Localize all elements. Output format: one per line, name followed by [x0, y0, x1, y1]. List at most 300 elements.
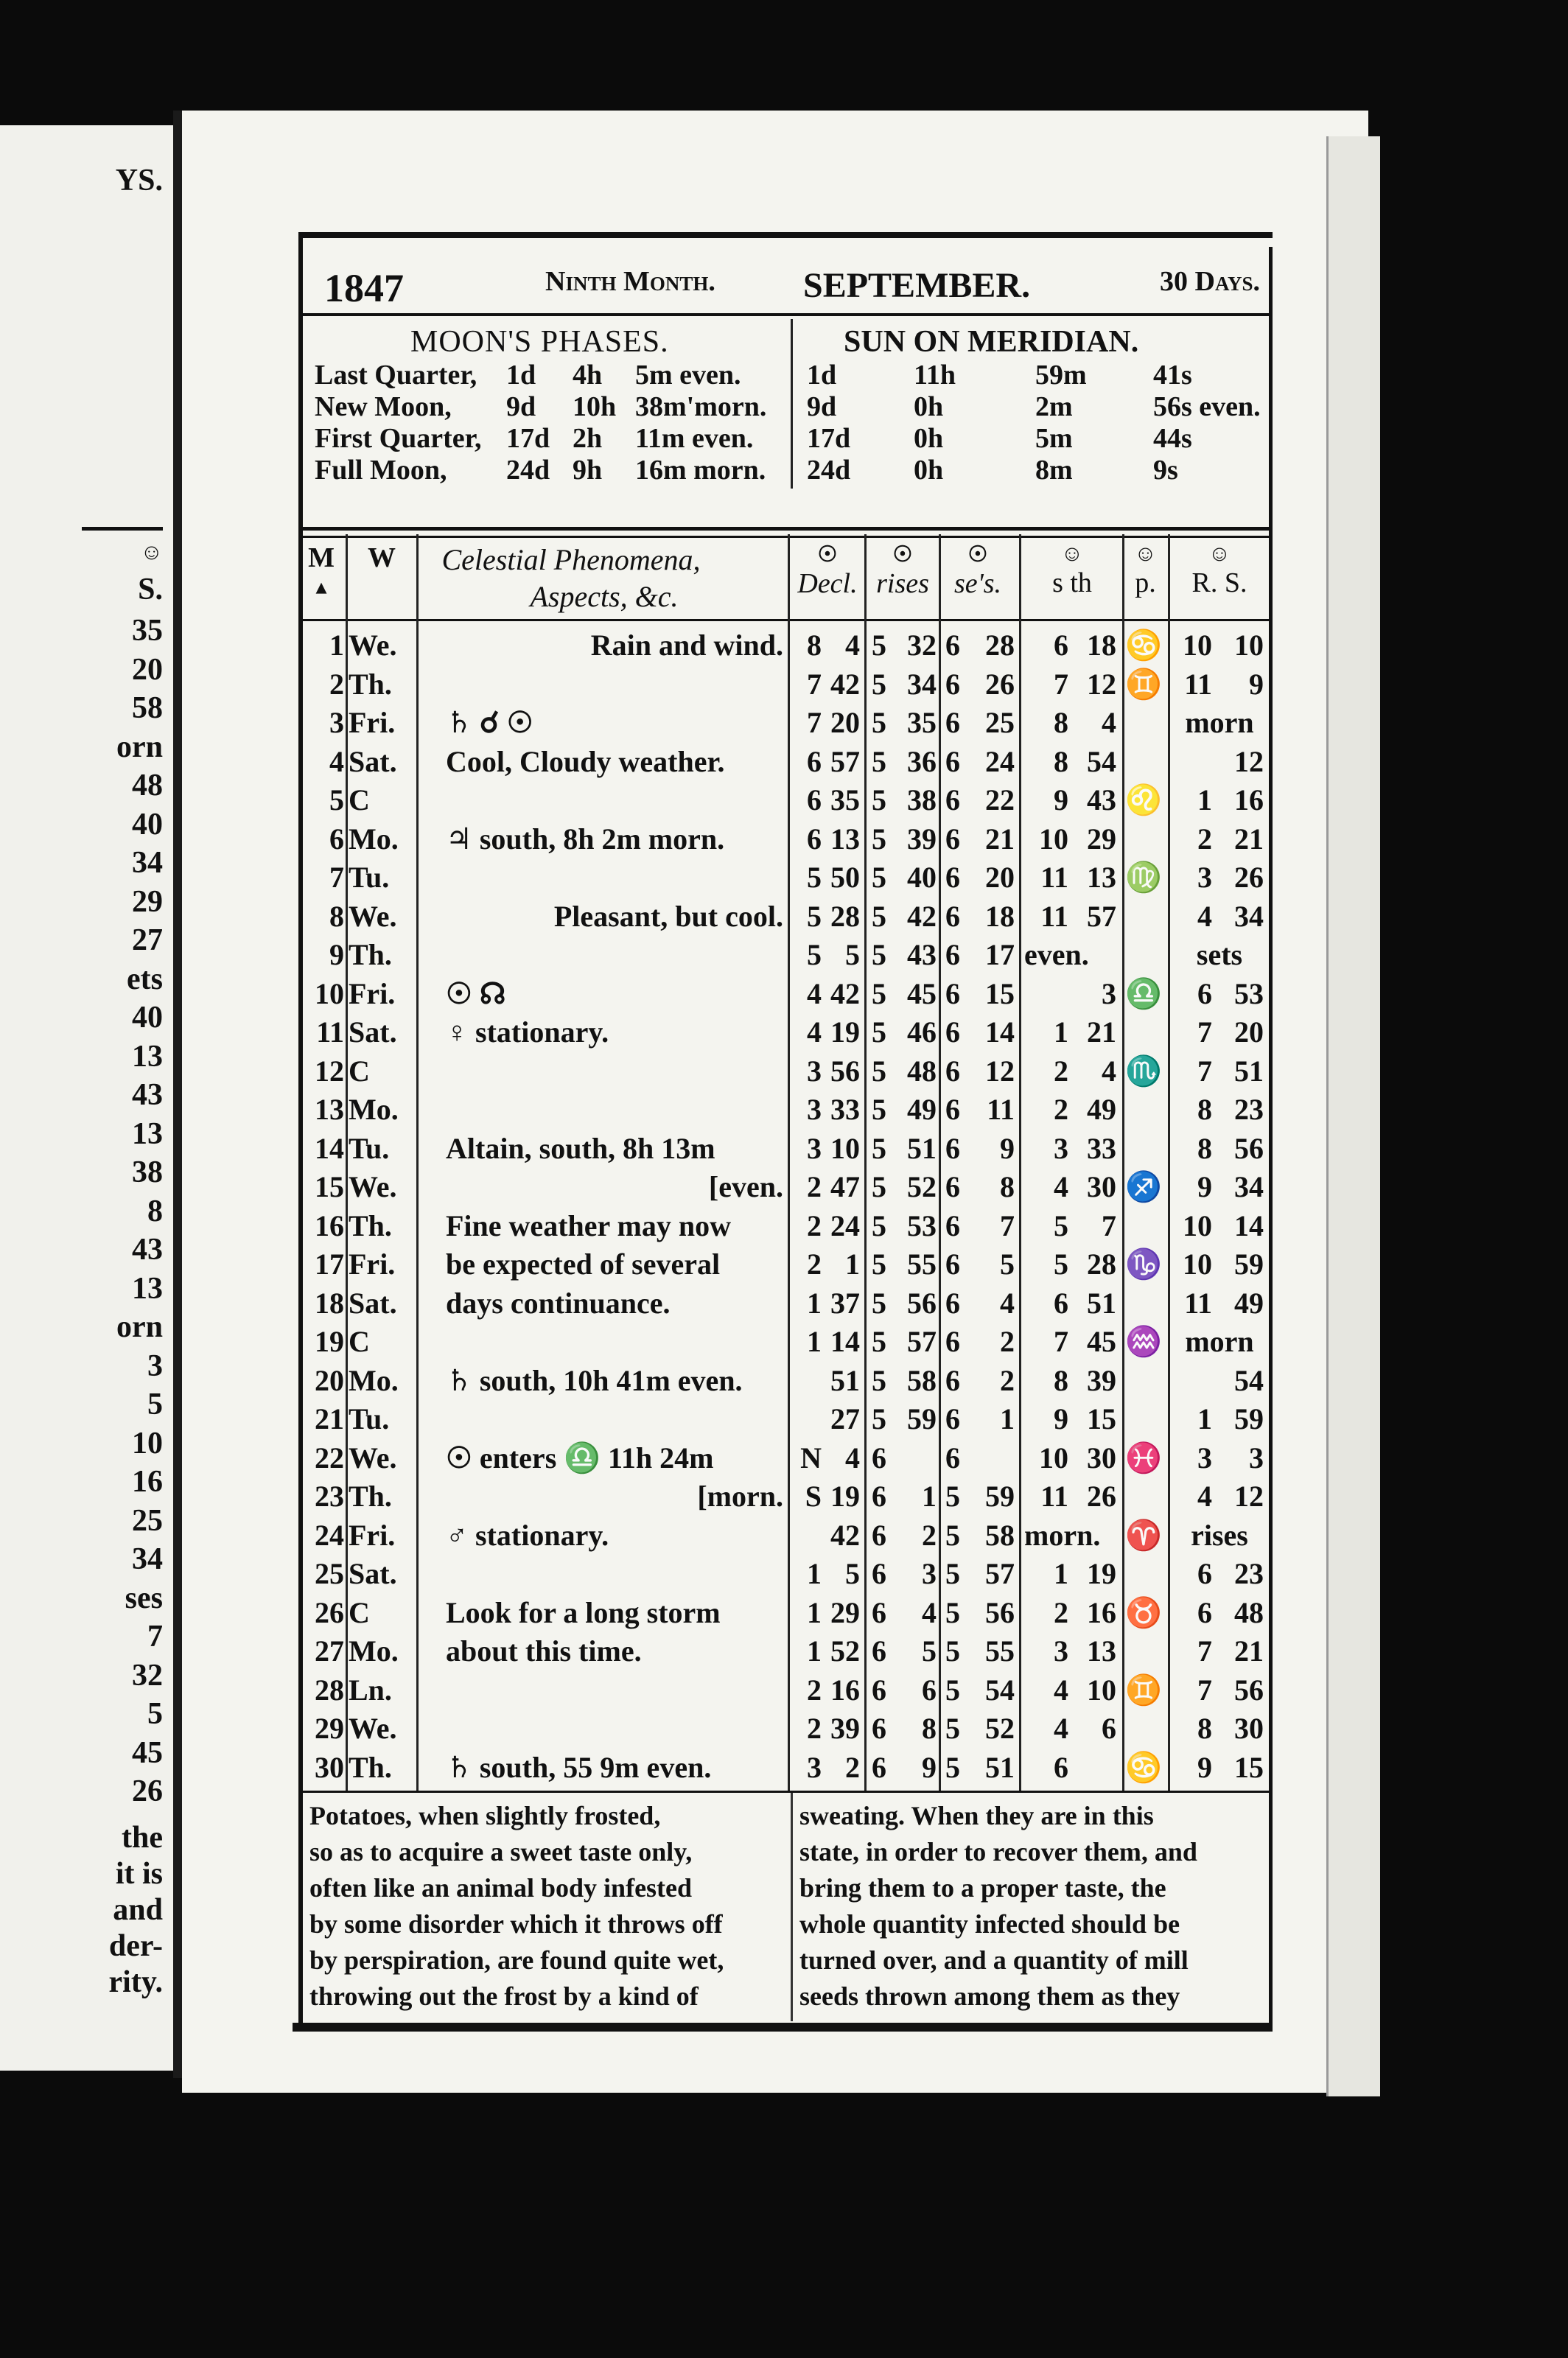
- moon-place: ♒: [1125, 1325, 1162, 1358]
- declination-deg: 1: [807, 1634, 822, 1668]
- sun-rises-min: 6: [922, 1673, 937, 1707]
- moon-rise-set-min: 15: [1234, 1750, 1264, 1784]
- day-of-week: C: [349, 1325, 370, 1358]
- note-line: throwing out the frost by a kind of: [309, 1981, 699, 2011]
- moon-phase-name: First Quarter,: [315, 423, 482, 454]
- declination-min: 52: [830, 1634, 860, 1668]
- sun-rises-hour: 5: [872, 1286, 886, 1320]
- declination-min: 27: [830, 1402, 860, 1435]
- day-of-month: 19: [315, 1325, 344, 1358]
- moon-south-min: 26: [1087, 1480, 1116, 1513]
- day-of-month: 23: [315, 1480, 344, 1513]
- facing-page-value: 34: [132, 1542, 163, 1576]
- sun-sets-hour: 6: [945, 1093, 960, 1126]
- declination-deg: 6: [807, 822, 822, 856]
- phenomena: Look for a long storm: [446, 1595, 721, 1629]
- sun-rises-min: 4: [922, 1595, 937, 1629]
- facing-page-value: 35: [132, 614, 163, 648]
- sun-sets-min: 22: [985, 783, 1015, 816]
- meridian-h: 0h: [914, 423, 944, 454]
- sun-rises-min: 58: [907, 1363, 937, 1397]
- facing-page-value: 3: [147, 1348, 163, 1383]
- moon-south-min: 6: [1102, 1712, 1116, 1745]
- sun-rises-min: 2: [922, 1518, 937, 1552]
- day-of-month: 4: [329, 744, 344, 778]
- declination-min: 56: [830, 1054, 860, 1088]
- sun-sets-min: 14: [985, 1015, 1015, 1049]
- meridian-h: 0h: [914, 391, 944, 422]
- sun-rises-min: 45: [907, 976, 937, 1010]
- sun-rises-hour: 6: [872, 1634, 886, 1668]
- day-of-month: 11: [316, 1015, 344, 1049]
- meridian-day: 9d: [807, 391, 837, 422]
- moon-rise-set-hour: 10: [1183, 629, 1212, 662]
- sun-rises-hour: 5: [872, 667, 886, 701]
- sun-sets-hour: 5: [945, 1673, 960, 1707]
- day-of-week: We.: [349, 1441, 397, 1474]
- phenomena: about this time.: [446, 1634, 642, 1668]
- frame-top: [298, 232, 1273, 238]
- note-line: whole quantity infected should be: [799, 1909, 1180, 1939]
- col-header-place: [1125, 542, 1166, 599]
- moon-rise-set-min: 34: [1234, 899, 1264, 933]
- moon-rise-set-min: 21: [1234, 822, 1264, 856]
- sun-rises-hour: 5: [872, 706, 886, 739]
- day-of-week: Mo.: [349, 822, 399, 856]
- phenomena: ♃ south, 8h 2m morn.: [446, 822, 725, 856]
- moon-rise-set-hour: 7: [1197, 1015, 1212, 1049]
- moon-phases-list: [315, 360, 786, 486]
- note-line: sweating. When they are in this: [799, 1801, 1154, 1830]
- sun-rises-min: 51: [907, 1131, 937, 1165]
- facing-page-tail-line: and: [113, 1892, 163, 1927]
- note-left-column: [309, 1798, 781, 2015]
- sun-sets-min: 5: [1000, 1248, 1015, 1281]
- meridian-s: 44s: [1153, 423, 1192, 454]
- sun-sets-min: 2: [1000, 1325, 1015, 1358]
- meridian-day: 24d: [807, 455, 851, 486]
- moon-rise-set-hour: 2: [1197, 822, 1212, 856]
- sun-rises-hour: 6: [872, 1750, 886, 1784]
- moon-rise-set-hour: 3: [1197, 861, 1212, 894]
- sun-rises-hour: 5: [872, 1131, 886, 1165]
- moon-south-min: 15: [1087, 1402, 1116, 1435]
- sun-rises-min: 8: [922, 1712, 937, 1745]
- rs-label: R. S.: [1191, 567, 1247, 598]
- moon-rise-set-hour: 11: [1184, 1286, 1212, 1320]
- sun-rises-hour: 6: [872, 1441, 886, 1474]
- sun-rises-min: 57: [907, 1325, 937, 1358]
- table-row: [298, 936, 1273, 975]
- moon-rise-set-min: 12: [1234, 1480, 1264, 1513]
- moon-rise-set: 54: [1234, 1363, 1264, 1397]
- day-of-month: 14: [315, 1131, 344, 1165]
- moon-place: ♈: [1125, 1518, 1162, 1552]
- moon-south-hour: 1: [1054, 1557, 1068, 1590]
- moon-rise-set-min: 56: [1234, 1131, 1264, 1165]
- moon-rise-set: morn: [1185, 706, 1254, 739]
- moon-place: ♌: [1125, 783, 1162, 816]
- facing-page-value: orn: [116, 730, 163, 764]
- moon-south-min: 4: [1102, 1054, 1116, 1088]
- moon-south-min: 30: [1087, 1441, 1116, 1474]
- facing-page-value: orn: [116, 1310, 163, 1344]
- meridian-m: 8m: [1035, 455, 1073, 486]
- sun-rises-min: 48: [907, 1054, 937, 1088]
- moon-rise-set-hour: 7: [1197, 1054, 1212, 1088]
- moon-south-min: 33: [1087, 1131, 1116, 1165]
- moon-rise-set-min: 48: [1234, 1595, 1264, 1629]
- phenomena: Fine weather may now: [446, 1208, 731, 1242]
- sun-rises-min: 56: [907, 1286, 937, 1320]
- moon-south-hour: 4: [1054, 1712, 1068, 1745]
- moon-south-min: 49: [1087, 1093, 1116, 1126]
- moon-south-hour: 3: [1054, 1131, 1068, 1165]
- frame-bottom: [293, 2023, 1273, 2032]
- sun-rises-hour: 5: [872, 1325, 886, 1358]
- moon-south-hour: 3: [1054, 1634, 1068, 1668]
- moon-rise-set-hour: 9: [1197, 1750, 1212, 1784]
- col-header-south: [1024, 542, 1120, 599]
- moon-rise-set: morn: [1185, 1325, 1254, 1358]
- facing-page-rule: [82, 527, 163, 531]
- day-of-week: We.: [349, 629, 397, 662]
- moon-rise-set-min: 23: [1234, 1557, 1264, 1590]
- table-row: [298, 1749, 1273, 1788]
- table-row: [298, 858, 1273, 898]
- sun-sets-min: 51: [985, 1750, 1015, 1784]
- declination-min: 14: [830, 1325, 860, 1358]
- sun-sets-hour: 6: [945, 629, 960, 662]
- sun-icon: ☉: [967, 542, 988, 567]
- declination-deg: 8: [807, 629, 822, 662]
- declination-min: 10: [830, 1131, 860, 1165]
- facing-page-value: 43: [132, 1078, 163, 1112]
- phases-divider: [791, 319, 793, 489]
- moon-rise-set-hour: 6: [1197, 1595, 1212, 1629]
- sun-sets-hour: 6: [945, 822, 960, 856]
- facing-page-value: 13: [132, 1271, 163, 1306]
- day-of-month: 24: [315, 1518, 344, 1552]
- moon-place: ♋: [1125, 629, 1162, 662]
- moon-south-hour: 7: [1054, 1325, 1068, 1358]
- moon-icon: ☺: [1060, 542, 1084, 566]
- day-of-week: Fri.: [349, 1248, 396, 1281]
- sun-rises-hour: 5: [872, 1208, 886, 1242]
- moon-south-min: 57: [1087, 899, 1116, 933]
- phenomena: ♄ south, 55 9m even.: [446, 1750, 712, 1784]
- table-row: [298, 1323, 1273, 1362]
- sun-rises-min: 39: [907, 822, 937, 856]
- day-of-month: 29: [315, 1712, 344, 1745]
- moon-phase-hour: 2h: [573, 423, 603, 454]
- declination-deg: 1: [807, 1286, 822, 1320]
- sun-sets-hour: 6: [945, 899, 960, 933]
- sun-rises-hour: 5: [872, 1170, 886, 1203]
- sun-sets-hour: 6: [945, 783, 960, 816]
- moon-rise-set-min: 53: [1234, 976, 1264, 1010]
- sun-sets-hour: 5: [945, 1480, 960, 1513]
- sun-rises-hour: 5: [872, 938, 886, 971]
- table-row: [298, 626, 1273, 665]
- moon-south-hour: 11: [1040, 861, 1068, 894]
- meridian-s: 56s even.: [1153, 391, 1261, 422]
- moon-rise-set-hour: 7: [1197, 1673, 1212, 1707]
- moon-rise-set-min: 26: [1234, 861, 1264, 894]
- facing-page-value: 40: [132, 807, 163, 842]
- sun-rises-min: 1: [922, 1480, 937, 1513]
- phenomena: ♄ ☌ ☉: [446, 706, 533, 739]
- moon-rise-set-hour: 8: [1197, 1131, 1212, 1165]
- sun-rises-hour: 5: [872, 1363, 886, 1397]
- moon-rise-set-min: 59: [1234, 1248, 1264, 1281]
- moon-south-hour: 11: [1040, 1480, 1068, 1513]
- rises-label: rises: [876, 568, 929, 599]
- phenomena: ♄ south, 10h 41m even.: [446, 1363, 743, 1397]
- sun-sets-min: 55: [985, 1634, 1015, 1668]
- day-of-week: Th.: [349, 667, 392, 701]
- sun-rises-min: 59: [907, 1402, 937, 1435]
- moon-place: ♋: [1125, 1750, 1162, 1784]
- moon-phase-name: New Moon,: [315, 391, 452, 422]
- moon-phase-day: 9d: [506, 391, 536, 422]
- table-row: [298, 898, 1273, 937]
- facing-page-value: 38: [132, 1155, 163, 1189]
- sun-sets-hour: 6: [945, 976, 960, 1010]
- moon-rise-set-hour: 10: [1183, 1208, 1212, 1242]
- moon-south-min: 19: [1087, 1557, 1116, 1590]
- table-row: [298, 1710, 1273, 1749]
- moon-place: ♍: [1125, 861, 1162, 894]
- declination-deg: 2: [807, 1208, 822, 1242]
- moon-south-min: 28: [1087, 1248, 1116, 1281]
- sun-sets-hour: 6: [945, 1286, 960, 1320]
- moon-place: ♊: [1125, 667, 1162, 701]
- sun-sets-min: 17: [985, 938, 1015, 971]
- day-of-week: C: [349, 1054, 370, 1088]
- table-row: [298, 1284, 1273, 1323]
- facing-page-tail-line: the: [122, 1820, 163, 1855]
- moon-rise-set-min: 34: [1234, 1170, 1264, 1203]
- facing-page: [0, 125, 173, 2071]
- facing-page-tail: [82, 1820, 163, 2001]
- sun-sets-hour: 6: [945, 667, 960, 701]
- facing-page-header: YS.: [115, 164, 163, 197]
- month-title: SEPTEMBER.: [803, 266, 1031, 305]
- declination-min: 13: [830, 822, 860, 856]
- sun-rises-min: 40: [907, 861, 937, 894]
- phenomena: ☉ enters ♎ 11h 24m: [446, 1441, 714, 1474]
- sun-rises-hour: 5: [872, 1054, 886, 1088]
- day-of-week: Mo.: [349, 1093, 399, 1126]
- sun-rises-hour: 5: [872, 1402, 886, 1435]
- sun-sets-hour: 6: [945, 744, 960, 778]
- facing-page-value: 13: [132, 1039, 163, 1074]
- sun-on-meridian: [807, 324, 1271, 486]
- moon-rise-set-min: 10: [1234, 629, 1264, 662]
- moon-rise-set-hour: 8: [1197, 1093, 1212, 1126]
- sun-rises-hour: 6: [872, 1518, 886, 1552]
- sun-rises-hour: 5: [872, 822, 886, 856]
- almanac-sheet: [298, 232, 1278, 2045]
- moon-south-min: 51: [1087, 1286, 1116, 1320]
- moon-south-hour: 5: [1054, 1208, 1068, 1242]
- declination-min: 47: [830, 1170, 860, 1203]
- meridian-m: 2m: [1035, 391, 1073, 422]
- moon-rise-set-min: 21: [1234, 1634, 1264, 1668]
- aspects-label: Aspects, &c.: [530, 580, 679, 613]
- declination-min: 24: [830, 1208, 860, 1242]
- declination-deg: S: [805, 1480, 822, 1513]
- col-header-w: [349, 542, 415, 574]
- table-row: [298, 704, 1273, 743]
- phenomena: ♀ stationary.: [446, 1015, 609, 1049]
- south-label: s th: [1052, 567, 1092, 598]
- day-of-month: 25: [315, 1557, 344, 1590]
- sun-icon: ☉: [892, 542, 913, 567]
- day-of-week: Sat.: [349, 744, 397, 778]
- moon-south-hour: 8: [1054, 1363, 1068, 1397]
- celestial-label: Celestial Phenomena,: [441, 543, 701, 576]
- facing-page-value: 16: [132, 1465, 163, 1499]
- col-header-m-label: M: [308, 542, 335, 573]
- phenomena: Cool, Cloudy weather.: [446, 744, 725, 778]
- moon-south-min: 43: [1087, 783, 1116, 816]
- table-row: [298, 781, 1273, 820]
- sun-rises-min: 38: [907, 783, 937, 816]
- year: 1847: [324, 266, 404, 310]
- calendar-table: [298, 626, 1273, 1787]
- sun-sets-hour: 5: [945, 1634, 960, 1668]
- moon-rise-set-hour: 1: [1197, 1402, 1212, 1435]
- sun-rises-hour: 6: [872, 1480, 886, 1513]
- sun-sets-min: 9: [1000, 1131, 1015, 1165]
- declination-min: 4: [845, 1441, 860, 1474]
- moon-south-hour: 4: [1054, 1170, 1068, 1203]
- day-of-month: 12: [315, 1054, 344, 1088]
- phenomena: ☉ ☊: [446, 976, 506, 1010]
- facing-page-value: 27: [132, 923, 163, 957]
- sun-sets-min: 25: [985, 706, 1015, 739]
- sun-rises-min: 55: [907, 1248, 937, 1281]
- declination-min: 50: [830, 861, 860, 894]
- moon-rise-set-hour: 3: [1197, 1441, 1212, 1474]
- page-edges: [1326, 136, 1380, 2096]
- title-rule: [303, 313, 1273, 316]
- moon-place: ♉: [1125, 1595, 1162, 1629]
- moon-place: ♎: [1125, 976, 1162, 1010]
- moon-phase-row: [315, 360, 786, 391]
- moon-rise-set: 12: [1234, 744, 1264, 778]
- sun-rises-min: 35: [907, 706, 937, 739]
- moon-south-hour: 10: [1039, 1441, 1068, 1474]
- sun-sets-hour: 6: [945, 1170, 960, 1203]
- day-of-month: 6: [329, 822, 344, 856]
- sun-sets-min: 54: [985, 1673, 1015, 1707]
- facing-page-value: ses: [125, 1581, 163, 1615]
- moon-rise-set: rises: [1191, 1518, 1248, 1552]
- facing-page-values: [82, 538, 163, 2001]
- declination-deg: 5: [807, 861, 822, 894]
- col-header-m-mark: ▴: [315, 575, 327, 599]
- moon-south-min: 13: [1087, 1634, 1116, 1668]
- meridian-m: 5m: [1035, 423, 1073, 454]
- moon-phase-min: 16m morn.: [635, 455, 766, 486]
- moon-rise-set-hour: 11: [1184, 667, 1212, 701]
- moon-place: ♊: [1125, 1673, 1162, 1707]
- moon-rise-set-hour: 4: [1197, 1480, 1212, 1513]
- moon-rise-set-min: 30: [1234, 1712, 1264, 1745]
- table-bottom-rule: [303, 1791, 1273, 1793]
- moon-rise-set: sets: [1196, 938, 1243, 971]
- day-of-week: Tu.: [349, 1402, 390, 1435]
- sun-sets-min: 15: [985, 976, 1015, 1010]
- declination-min: 57: [830, 744, 860, 778]
- declination-deg: 7: [807, 706, 822, 739]
- declination-deg: 2: [807, 1248, 822, 1281]
- sun-sets-min: 26: [985, 667, 1015, 701]
- meridian-row: [807, 455, 1271, 486]
- col-header-m: [298, 542, 344, 600]
- moon-south-min: 29: [1087, 822, 1116, 856]
- declination-deg: 3: [807, 1131, 822, 1165]
- phenomena: Rain and wind.: [590, 629, 783, 662]
- declination-deg: 7: [807, 667, 822, 701]
- meridian-s: 41s: [1153, 360, 1192, 391]
- meridian-s: 9s: [1153, 455, 1178, 486]
- declination-deg: 1: [807, 1325, 822, 1358]
- day-of-month: 20: [315, 1363, 344, 1397]
- sun-sets-min: 21: [985, 822, 1015, 856]
- moon-south-hour: 8: [1054, 706, 1068, 739]
- sun-rises-hour: 5: [872, 861, 886, 894]
- sets-label: se's.: [953, 568, 1002, 599]
- declination-min: 42: [830, 976, 860, 1010]
- sun-rises-min: 52: [907, 1170, 937, 1203]
- moon-south-min: 7: [1102, 1208, 1116, 1242]
- sun-rises-min: 42: [907, 899, 937, 933]
- sun-rises-hour: 5: [872, 1093, 886, 1126]
- sun-sets-min: 57: [985, 1557, 1015, 1590]
- day-of-week: Sat.: [349, 1286, 397, 1320]
- phenomena: Pleasant, but cool.: [553, 899, 783, 933]
- moon-rise-set-min: 20: [1234, 1015, 1264, 1049]
- declination-min: 29: [830, 1595, 860, 1629]
- moon-rise-set-min: 16: [1234, 783, 1264, 816]
- meridian-h: 0h: [914, 455, 944, 486]
- phenomena: [morn.: [697, 1480, 783, 1513]
- sun-rises-min: 9: [922, 1750, 937, 1784]
- table-row: [298, 1555, 1273, 1594]
- sun-meridian-title: SUN ON MERIDIAN.: [844, 325, 1139, 359]
- moon-phase-min: 11m even.: [635, 423, 754, 454]
- note-line: seeds thrown among them as they: [799, 1981, 1180, 2011]
- day-of-week: Th.: [349, 1750, 392, 1784]
- table-row: [298, 1439, 1273, 1478]
- declination-min: 28: [830, 899, 860, 933]
- declination-min: 35: [830, 783, 860, 816]
- sun-rises-min: 32: [907, 629, 937, 662]
- col-header-celestial: [409, 542, 733, 615]
- table-row: [298, 1207, 1273, 1246]
- declination-min: 42: [830, 1518, 860, 1552]
- day-of-week: Th.: [349, 1208, 392, 1242]
- moon-phase-row: [315, 391, 786, 423]
- declination-min: 33: [830, 1093, 860, 1126]
- moon-south-hour: 10: [1039, 822, 1068, 856]
- declination-min: 19: [830, 1015, 860, 1049]
- declination-deg: 3: [807, 1093, 822, 1126]
